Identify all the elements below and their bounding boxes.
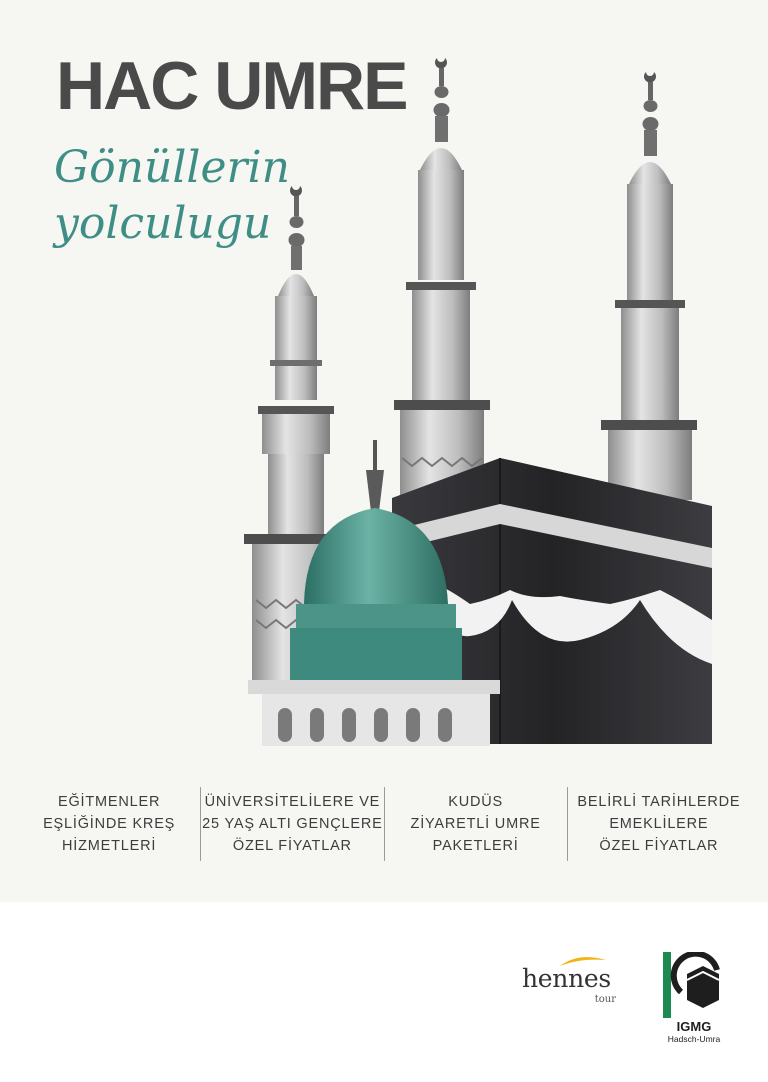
feature-item: [567, 787, 750, 861]
minaret-right: [601, 72, 697, 500]
feature-list: [18, 787, 750, 861]
feature-text: ÖZEL FİYATLAR: [599, 838, 719, 854]
tagline-line-2: yolculugu: [54, 198, 272, 249]
igmg-name: IGMG: [676, 1019, 712, 1034]
feature-text: EŞLİĞİNDE KREŞ: [43, 816, 176, 832]
hennes-sub: tour: [594, 994, 616, 1005]
hennes-tour-logo: [522, 956, 622, 1016]
tagline-line-1: Gönüllerin: [54, 142, 290, 193]
igmg-logo: [663, 952, 725, 1042]
igmg-emblem-icon: [663, 952, 725, 1018]
feature-item: [200, 787, 383, 861]
footer: [0, 902, 768, 1082]
feature-text: PAKETLERİ: [432, 838, 519, 854]
feature-text: EĞİTMENLER: [57, 794, 161, 810]
feature-text: ÖZEL FİYATLAR: [232, 838, 352, 854]
feature-text: KUDÜS: [448, 794, 503, 810]
feature-text: ZİYARETLİ UMRE: [410, 816, 541, 832]
hennes-name: hennes: [522, 964, 611, 993]
minaret-middle: [394, 58, 490, 520]
feature-text: 25 YAŞ ALTI GENÇLERE: [202, 816, 383, 832]
feature-item: [18, 787, 200, 861]
feature-text: BELİRLİ TARİHLERDE: [577, 794, 741, 810]
feature-text: EMEKLİLERE: [609, 816, 709, 832]
feature-text: HİZMETLERİ: [62, 838, 157, 854]
igmg-sub: Hadsch-Umra: [667, 1034, 721, 1044]
feature-item: [384, 787, 567, 861]
page-title: HAC UMRE: [56, 48, 407, 124]
feature-text: ÜNİVERSİTELİLERE VE: [204, 794, 381, 810]
